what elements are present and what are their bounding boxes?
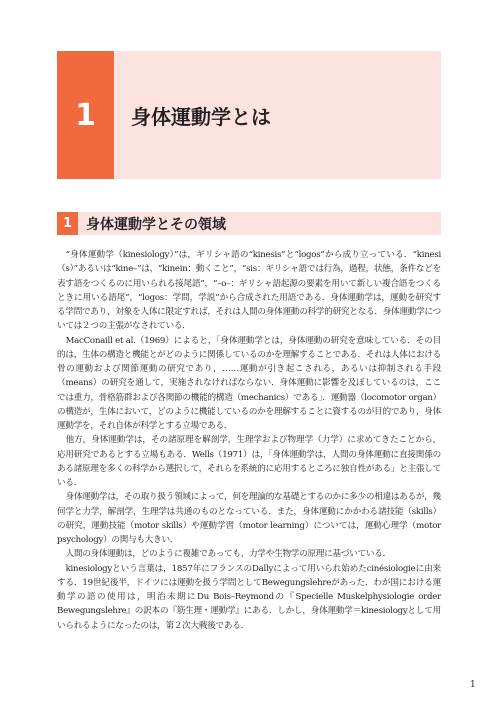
paragraph: 他方，身体運動学は，その諸原理を解剖学，生理学および物理学（力学）に求めてきたことから，応用研究であるとする立場もある．Wells（1971）は，「身体運動学は，人間の身体運動に直接関係のある諸原理を多くの科学から選択して，それらを系統的に応用するところに独自性がある」と主張している． <box>57 435 441 488</box>
chapter-banner <box>57 51 441 179</box>
section-heading <box>57 212 441 235</box>
chapter-number-box <box>57 51 114 179</box>
page-number: 1 <box>470 680 476 690</box>
chapter-title-box <box>114 51 441 179</box>
section-number-box <box>57 212 78 235</box>
section-title: 身体運動学とその領域 <box>86 216 226 233</box>
chapter-number: 1 <box>75 97 96 133</box>
section-number: 1 <box>62 216 73 231</box>
chapter-title: 身体運動学とは <box>131 104 271 129</box>
paragraph: 人間の身体運動は，どのように複雑であっても，力学や生物学の原理に基づいている． <box>65 549 391 560</box>
paragraph: kinesiologyという言葉は，1857年にフランスのDallyによって用いられ始めたcinésiologieに由来する．19世紀後半，ドイツには運動を扱う学問としてBewegungslehreがあった．わが国における運動学の語の使用は，明治末期にDu Bois–Reymondの『Specielle Muskelphysiologie order Bewegungslehre』の訳本の『筋生理・運動学』にある．しかし，身体運動学＝kinesiologyとして用いられるようになったのは，第２次大戦後である． <box>57 563 441 631</box>
body-text <box>57 248 441 633</box>
paragraph: MacConaill et al.（1969）によると，「身体運動学とは，身体運動の研究を意味している．その目的は，生体の構造と機能とがどのように関係しているのかを理解することである．それは人体における骨の運動および関節運動の研究であり，……運動が引き起こされる，あるいは抑制される手段（means）の研究を通して，実施されなければならない．身体運動に影響を及ぼしているのは，ここでは重力，骨格筋群および各関節の機能的構造（mechanics）である」．運動器（locomotor organ）の構造が，生体において，どのように機能しているのかを理解することに資するのが目的であり，身体運動学を，それ自体が科学とする立場である． <box>57 335 441 431</box>
paragraph: “身体運動学（kinesiology）”は，ギリシャ語の“kinesis”と“logos”から成り立っている．“kinesi（s）”あるいは“kine–”は，“kinein：動くこと”，“sis：ギリシャ語では行為，過程，状態，条件などを表す語をつくるのに用いられる接尾語”，“–o–：ギリシャ語起源の要素を用いて新しい複合語をつくるときに用いる語尾”，“logos：学問，学説”から合成された用語である．身体運動学は，運動を研究する学問であり，対象を人体に限定すれば，それは人間の身体運動の科学的研究となる．身体運動学については２つの主張がなされている． <box>57 250 441 332</box>
paragraph: 身体運動学は，その取り扱う領域によって，何を理論的な基礎とするのかに多少の相違はあるが，幾何学と力学，解剖学，生理学は共通のものとなっている．また，身体運動にかかわる諸技能（skills）の研究，運動技能（motor skills）や運動学習（motor learning）については，運動心理学（motor psychology）の関与も大きい． <box>57 492 441 545</box>
